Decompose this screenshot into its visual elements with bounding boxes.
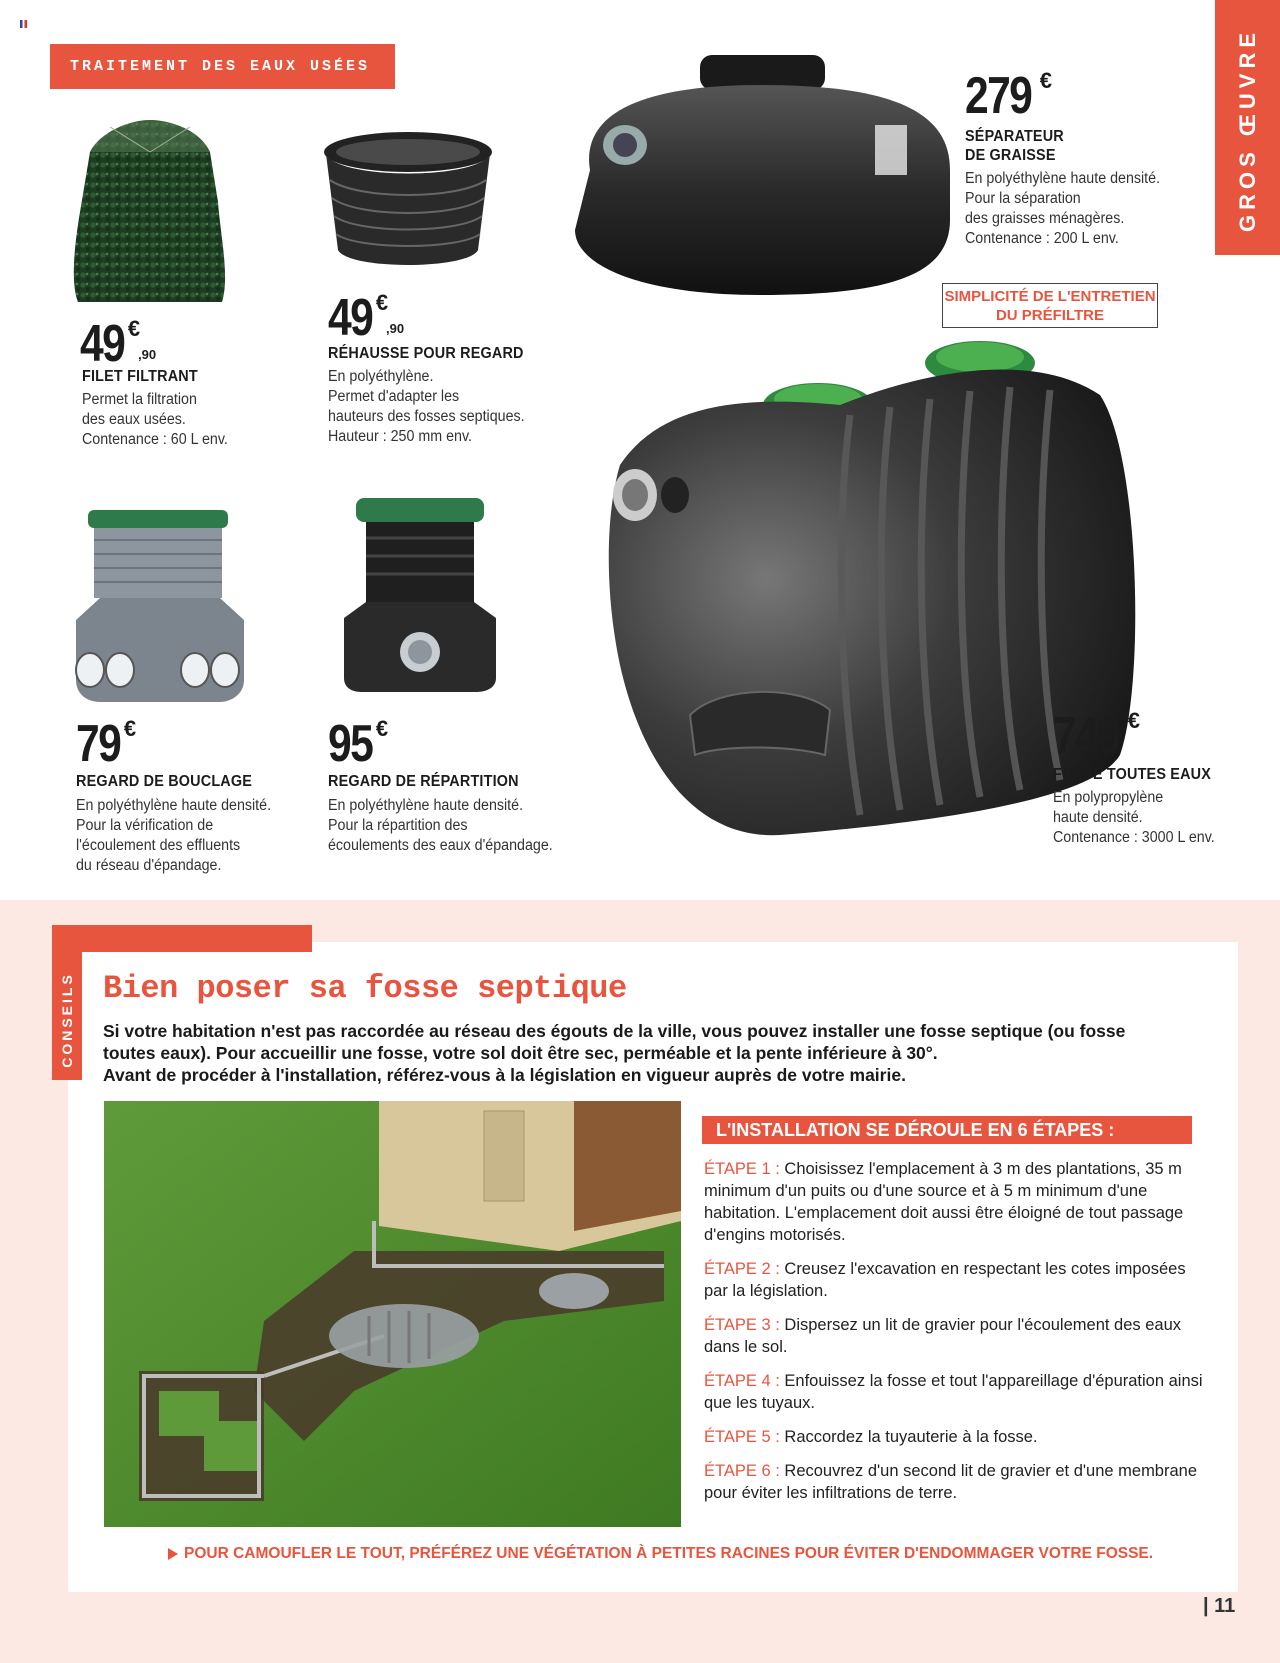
step-item: ÉTAPE 5 : Raccordez la tuyauterie à la fosse. — [704, 1428, 1038, 1446]
price-rehausse: 49 € ,90 — [328, 289, 405, 347]
tip-text: POUR CAMOUFLER LE TOUT, PRÉFÉREZ UNE VÉGÉTATION À PETITES RACINES POUR ÉVITER D'ENDOMMAGER VOTRE FOSSE. — [184, 1545, 1154, 1562]
steps-list — [704, 1158, 1214, 1516]
steps-title: L'INSTALLATION SE DÉROULE EN 6 ÉTAPES : — [702, 1116, 1192, 1144]
riser-image — [318, 130, 498, 280]
looping-manhole-image — [70, 510, 250, 705]
tip-line — [168, 1545, 1153, 1563]
installation-illustration — [104, 1101, 681, 1527]
side-category-tab — [1215, 0, 1280, 255]
side-tab-label: GROS ŒUVRE — [1234, 27, 1260, 233]
conseils-tab — [52, 925, 82, 1080]
product-description: En polypropylène haute densité. Contenance : 3000 L env. — [1053, 789, 1215, 846]
product-name: FILET FILTRANT — [82, 368, 198, 385]
product-description: En polyéthylène haute densité. Pour la vérification de l'écoulement des effluents du réseau d'épandage. — [76, 797, 272, 874]
section-title: TRAITEMENT DES EAUX USÉES — [50, 44, 395, 89]
product-description: En polyéthylène haute densité. Pour la séparation des graisses ménagères. Contenance : 200 L env. — [965, 170, 1161, 247]
product-description: Permet la filtration des eaux usées. Contenance : 60 L env. — [82, 391, 228, 448]
conseils-top-bar — [52, 925, 312, 952]
price-fosse: 749 € — [1053, 707, 1141, 765]
price-filet-filtrant: 49 € ,90 — [80, 315, 157, 373]
grease-separator-image — [560, 50, 955, 305]
price-regard-bouclage: 79 € — [76, 715, 137, 773]
step-item: ÉTAPE 1 : Choisissez l'emplacement à 3 m des plantations, 35 m minimum d'un puits ou d'une source et à 5 m minimum d'une habitation. L'emplacement doit aussi être éloigné de tout passage d'engins motorisés. — [704, 1160, 1184, 1244]
price-regard-repartition: 95 € — [328, 715, 389, 773]
flag-icon — [20, 20, 27, 28]
page-number: | 11 — [1203, 1595, 1236, 1617]
step-item: ÉTAPE 4 : Enfouissez la fosse et tout l'appareillage d'épuration ainsi que les tuyaux. — [704, 1372, 1203, 1412]
product-name: FOSSE TOUTES EAUX — [1053, 766, 1212, 783]
product-name: SÉPARATEUR DE GRAISSE — [965, 128, 1064, 164]
conseils-title: Bien poser sa fosse septique — [103, 970, 627, 1007]
step-item: ÉTAPE 3 : Dispersez un lit de gravier pour l'écoulement des eaux dans le sol. — [704, 1316, 1182, 1356]
product-name: RÉHAUSSE POUR REGARD — [328, 345, 524, 362]
arrow-right-icon — [168, 1548, 178, 1560]
feature-badge: SIMPLICITÉ DE L'ENTRETIEN DU PRÉFILTRE — [942, 283, 1158, 328]
product-description: En polyéthylène haute densité. Pour la répartition des écoulements des eaux d'épandage. — [328, 797, 553, 854]
product-name: REGARD DE RÉPARTITION — [328, 773, 519, 790]
conseils-intro: Si votre habitation n'est pas raccordée au réseau des égouts de la ville, vous pouvez installer une fosse septique (ou fosse toutes eaux). Pour accueillir une fosse, votre sol doit être sec, perméable et la pente inférieure à 30°. Avant de procéder à l'installation, référez-vous à la législation en vigueur auprès de votre mairie. — [103, 1021, 1126, 1085]
price-separateur: 279 € — [965, 67, 1053, 125]
product-description: En polyéthylène. Permet d'adapter les hauteurs des fosses septiques. Hauteur : 250 mm env. — [328, 368, 525, 445]
step-item: ÉTAPE 2 : Creusez l'excavation en respectant les cotes imposées par la législation. — [704, 1260, 1186, 1300]
product-name: REGARD DE BOUCLAGE — [76, 773, 253, 790]
distribution-manhole-image — [340, 498, 500, 694]
filter-net-image — [70, 112, 230, 307]
conseils-tab-label: CONSEILS — [59, 972, 75, 1068]
step-item: ÉTAPE 6 : Recouvrez d'un second lit de gravier et d'une membrane pour éviter les infiltrations de terre. — [704, 1462, 1198, 1502]
